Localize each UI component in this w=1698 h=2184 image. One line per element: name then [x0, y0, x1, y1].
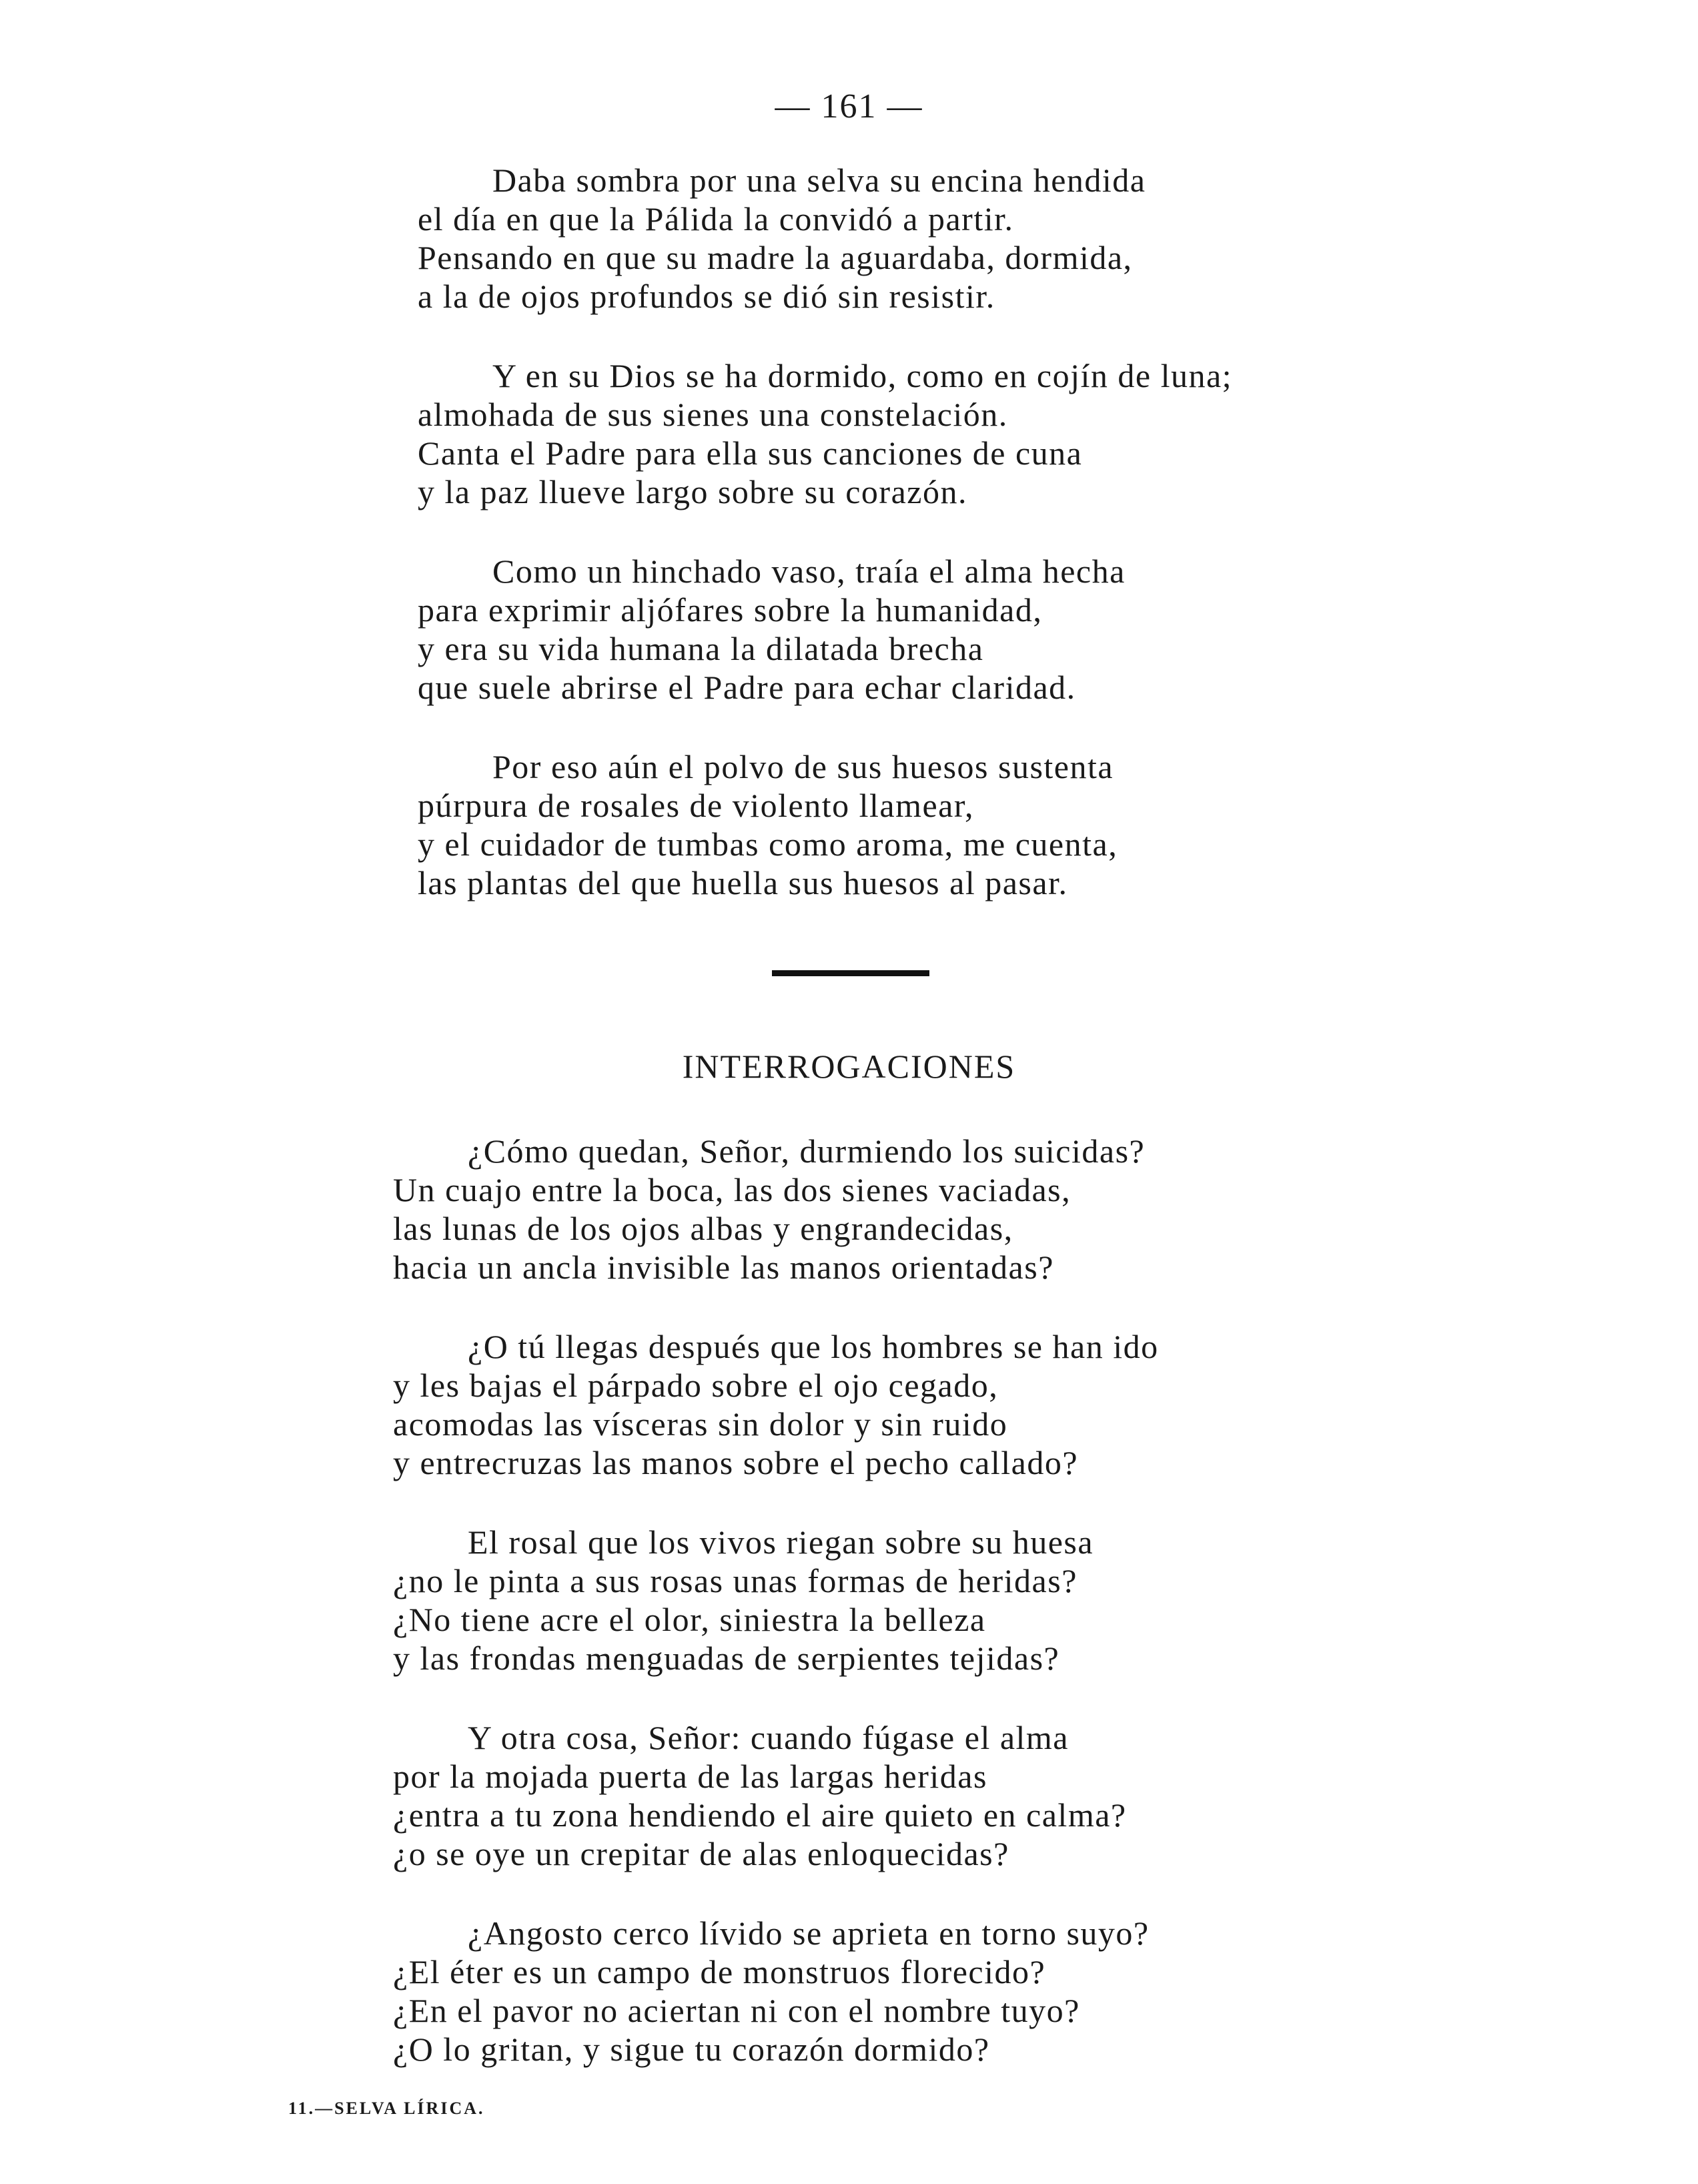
verse-line: ¿El éter es un campo de monstruos florecido?	[393, 1953, 1046, 1990]
verse-line: púrpura de rosales de violento llamear,	[418, 787, 974, 824]
verse-line: y era su vida humana la dilatada brecha	[418, 630, 984, 667]
verse-line: Por eso aún el polvo de sus huesos sustenta	[492, 748, 1114, 785]
poem-title: INTERROGACIONES	[682, 1048, 1016, 1085]
verse-line: ¿En el pavor no aciertan ni con el nombre tuyo?	[393, 1992, 1080, 2029]
verse-line: Pensando en que su madre la aguardaba, dormida,	[418, 239, 1133, 276]
verse-line: ¿o se oye un crepitar de alas enloquecidas?	[393, 1835, 1009, 1872]
verse-line: Y en su Dios se ha dormido, como en cojín de luna;	[492, 357, 1233, 394]
verse-line: Canta el Padre para ella sus canciones de cuna	[418, 434, 1083, 472]
verse-line: hacia un ancla invisible las manos orientadas?	[393, 1248, 1054, 1286]
stanza	[418, 552, 1232, 707]
verse-line: y entrecruzas las manos sobre el pecho callado?	[393, 1444, 1079, 1481]
verse-line: almohada de sus sienes una constelación.	[418, 396, 1008, 433]
verse-line: Un cuajo entre la boca, las dos sienes vaciadas,	[393, 1171, 1072, 1208]
verse-line: Como un hinchado vaso, traía el alma hecha	[492, 553, 1126, 590]
footer-signature: 11.—SELVA LÍRICA.	[288, 2099, 485, 2118]
verse-line: acomodas las vísceras sin dolor y sin ruido	[393, 1405, 1008, 1443]
page-number: — 161 —	[775, 87, 923, 125]
verse-line: ¿No tiene acre el olor, siniestra la belleza	[393, 1601, 986, 1638]
verse-line: que suele abrirse el Padre para echar claridad.	[418, 669, 1076, 706]
verse-line: a la de ojos profundos se dió sin resistir.	[418, 278, 995, 315]
verse-line: Daba sombra por una selva su encina hendida	[492, 161, 1146, 199]
verse-line: y las frondas menguadas de serpientes tejidas?	[393, 1640, 1060, 1677]
verse-line: por la mojada puerta de las largas heridas	[393, 1758, 987, 1795]
verse-line: y el cuidador de tumbas como aroma, me cuenta,	[418, 825, 1118, 863]
verse-line: ¿Angosto cerco lívido se aprieta en torno suyo?	[468, 1914, 1150, 1952]
verse-line: ¿O tú llegas después que los hombres se han ido	[468, 1328, 1159, 1365]
verse-line: Y otra cosa, Señor: cuando fúgase el alma	[468, 1719, 1070, 1756]
verse-line: el día en que la Pálida la convidó a partir.	[418, 200, 1014, 238]
verse-line: y la paz llueve largo sobre su corazón.	[418, 473, 967, 510]
verse-line: las plantas del que huella sus huesos al pasar.	[418, 864, 1068, 901]
stanza	[393, 1718, 1159, 1873]
stanza	[418, 356, 1232, 511]
stanza	[418, 747, 1232, 902]
verse-line: ¿entra a tu zona hendiendo el aire quieto en calma?	[393, 1796, 1127, 1834]
stanza	[393, 1132, 1159, 1287]
verse-line: El rosal que los vivos riegan sobre su huesa	[468, 1523, 1094, 1561]
verse-line: ¿no le pinta a sus rosas unas formas de heridas?	[393, 1562, 1078, 1599]
verse-line: y les bajas el párpado sobre el ojo cegado,	[393, 1367, 999, 1404]
section-divider	[772, 970, 929, 976]
stanza	[393, 1327, 1159, 1482]
poem-2	[393, 1132, 1159, 2109]
stanza	[418, 161, 1232, 316]
verse-line: ¿O lo gritan, y sigue tu corazón dormido?	[393, 2031, 990, 2068]
stanza	[393, 1523, 1159, 1678]
poem-1	[418, 161, 1232, 943]
verse-line: para exprimir aljófares sobre la humanidad,	[418, 591, 1043, 629]
verse-line: las lunas de los ojos albas y engrandecidas,	[393, 1210, 1013, 1247]
verse-line: ¿Cómo quedan, Señor, durmiendo los suicidas?	[468, 1132, 1146, 1170]
stanza	[393, 1914, 1159, 2069]
